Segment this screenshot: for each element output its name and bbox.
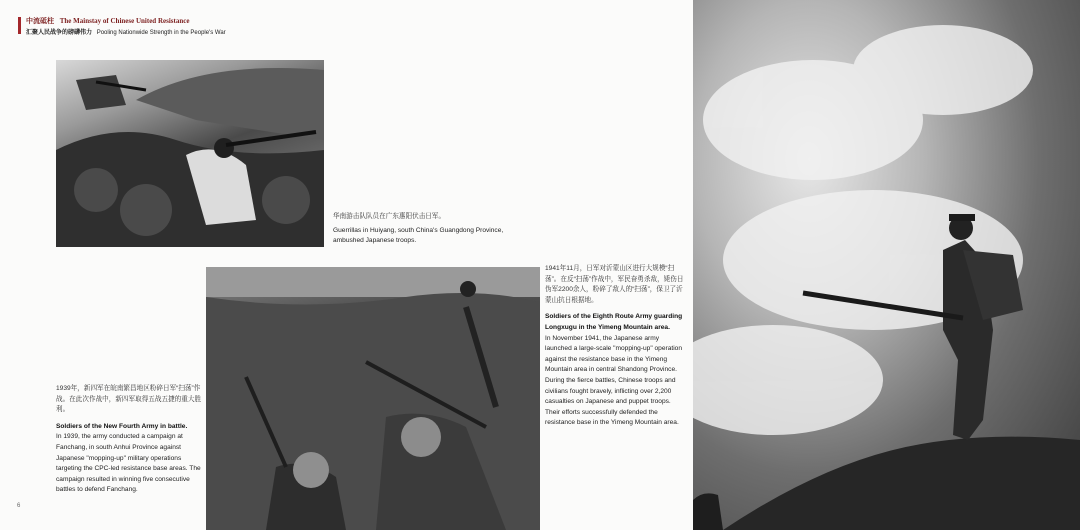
chapter-title-zh: 中流砥柱	[26, 17, 54, 25]
caption-photo1-zh: 华南游击队队员在广东惠阳伏击日军。	[333, 213, 446, 220]
photo-new-fourth-army	[206, 267, 540, 530]
chapter-title	[26, 16, 189, 26]
caption-photo3	[545, 264, 687, 429]
photo-soldier-illustration	[693, 0, 1080, 530]
caption-photo2-title: Soldiers of the New Fourth Army in battle.	[56, 422, 188, 430]
caption-photo2-body: In 1939, the army conducted a campaign at Fanchang, in south Anhui Province against Japanese "mopping-up" military operations targeting the CPC-led resistance base areas. The campaign resulted in winning five consecutive battles to defend Fanchang.	[56, 433, 201, 494]
page-number: 6	[17, 503, 21, 509]
caption-photo1-en: Guerrillas in Huiyang, south China's Guangdong Province, ambushed Japanese troops.	[333, 226, 504, 245]
section-subtitle	[26, 27, 226, 36]
caption-photo1	[333, 212, 513, 247]
photo-guerrillas-illustration	[56, 60, 324, 247]
photo-guerrillas-ambush	[56, 60, 324, 247]
chapter-title-en: The Mainstay of Chinese United Resistance	[59, 17, 190, 25]
caption-photo3-zh: 1941年11月，日军对沂蒙山区进行大规模“扫荡”。在反“扫荡”作战中，军民奋勇杀敌，毙伤日伪军2200余人，粉碎了敌人的“扫荡”，保卫了沂蒙山抗日根据地。	[545, 265, 684, 304]
caption-photo3-body: In November 1941, the Japanese army launched a large-scale "mopping-up" operation against the resistance base in the Yimeng Mountain area in central Shandong Province. During the fierce battles, Chinese troops and civilians fought bravely, inflicting over 2,200 casualties on Japanese and puppet troops. Their efforts successfully defended the resistance base in the Yimeng Mountain area.	[545, 334, 683, 427]
photo-new-fourth-army-illustration	[206, 267, 540, 530]
caption-photo2	[56, 384, 206, 496]
section-subtitle-en: Pooling Nationwide Strength in the People's War	[96, 30, 226, 36]
photo-eighth-route-army-soldier	[693, 0, 1080, 530]
caption-photo3-title: Soldiers of the Eighth Route Army guarding Longxugu in the Yimeng Mountain area.	[545, 313, 683, 331]
section-subtitle-zh: 汇聚人民战争的磅礴伟力	[26, 30, 93, 36]
caption-photo2-zh: 1939年，新四军在皖南繁昌地区粉碎日军“扫荡”作战。在此次作战中，新四军取得五战五捷的重大胜利。	[56, 385, 202, 414]
header-accent-bar	[18, 17, 21, 34]
